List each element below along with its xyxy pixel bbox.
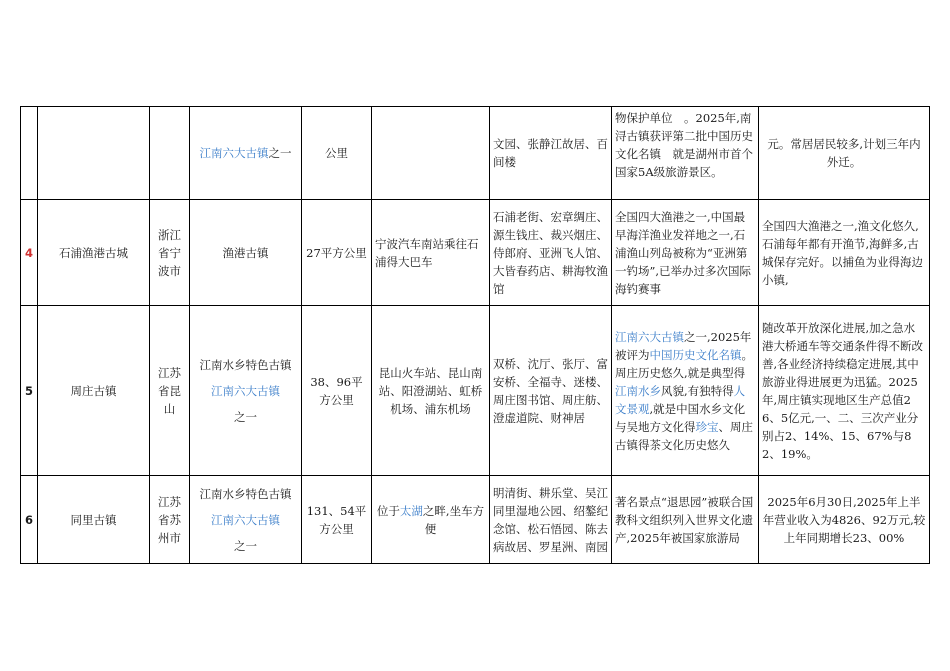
table-row [21, 476, 930, 564]
feature-line [193, 511, 298, 555]
town-feature [190, 107, 302, 200]
town-honors [612, 306, 759, 476]
feature-suffix: 之一 [234, 409, 257, 424]
town-name: 周庄古镇 [38, 306, 150, 476]
table-row [21, 107, 930, 200]
town-area: 公里 [302, 107, 372, 200]
town-honors: 物保护单位 。2025年,南浔古镇获评第二批中国历史文化名镇 就是湖州市首个国家5A级旅游景区。 [612, 107, 759, 200]
honor-link[interactable]: 珍宝 [695, 419, 719, 434]
feature-line: 江南水乡特色古镇 [199, 486, 292, 501]
town-name: 石浦渔港古城 [38, 200, 150, 306]
feature-link[interactable]: 江南六大古镇 [199, 146, 269, 160]
town-area: 27平方公里 [302, 200, 372, 306]
ancient-towns-table [20, 106, 930, 564]
town-transport [372, 107, 490, 200]
town-transport: 宁波汽车南站乘往石浦得大巴车 [372, 200, 490, 306]
town-feature [190, 306, 302, 476]
town-transport: 昆山火车站、昆山南站、阳澄湖站、虹桥机场、浦东机场 [372, 306, 490, 476]
transport-text: 之畔,坐车方便 [422, 503, 485, 536]
town-feature [190, 476, 302, 564]
town-name [38, 107, 150, 200]
feature-link[interactable]: 江南六大古镇 [211, 383, 280, 398]
honor-text: 。周庄历史悠久,就是典型得 [615, 347, 753, 380]
town-status: 2025年6月30日,2025年上半年营业收入为4826、92万元,较上年同期增长23、00% [759, 476, 930, 564]
town-status: 随改革开放深化进展,加之急水港大桥通车等交通条件得不断改善,各业经济持续稳定进展,其中旅游业得进展更为迅猛。2025年,周庄镇实现地区生产总值26、5亿元,一、二、三次产业分别占2、14%、15、67%与82、19%。 [759, 306, 930, 476]
honor-text: 之一,2025年被评为 [615, 329, 752, 362]
row-number [21, 107, 38, 200]
town-status: 全国四大渔港之一,渔文化悠久,石浦每年都有开渔节,海鲜多,古城保存完好。以捕鱼为业得海边小镇, [759, 200, 930, 306]
transport-text: 位于 [376, 503, 400, 518]
honor-text: 风貌,有独特得 [661, 383, 734, 398]
honor-text: 、周庄古镇得茶文化历史悠久 [615, 419, 753, 452]
honor-link[interactable]: 人文景观 [615, 383, 746, 416]
town-location [150, 107, 190, 200]
town-attractions: 明清街、耕乐堂、吴江同里湿地公园、绍鏊纪念馆、松石悟园、陈去病故居、罗星洲、南园 [490, 476, 612, 564]
honor-link[interactable]: 中国历史文化名镇 [649, 347, 742, 362]
transport-link[interactable]: 太湖 [399, 503, 423, 518]
honor-link[interactable]: 江南水乡 [615, 383, 661, 398]
town-attractions: 文园、张静江故居、百间楼 [490, 107, 612, 200]
feature-suffix: 之一 [268, 146, 292, 160]
honor-text: ,就是中国水乡文化与吴地方文化得 [615, 401, 746, 434]
town-location: 江苏省苏州市 [150, 476, 190, 564]
row-number: 4 [21, 200, 38, 306]
feature-line [193, 382, 298, 426]
town-feature: 渔港古镇 [190, 200, 302, 306]
feature-link[interactable]: 江南六大古镇 [211, 512, 280, 527]
town-honors: 全国四大渔港之一,中国最早海洋渔业发祥地之一,石浦渔山列岛被称为“亚洲第一钓场”,已举办过多次国际海钓赛事 [612, 200, 759, 306]
town-area: 131、54平方公里 [302, 476, 372, 564]
town-honors: 著名景点“退思园”被联合国教科文组织列入世界文化遗产,2025年被国家旅游局 [612, 476, 759, 564]
row-number: 5 [21, 306, 38, 476]
row-number: 6 [21, 476, 38, 564]
table-row [21, 306, 930, 476]
town-transport [372, 476, 490, 564]
town-name: 同里古镇 [38, 476, 150, 564]
table-row [21, 200, 930, 306]
honor-link[interactable]: 江南六大古镇 [615, 329, 684, 344]
feature-line: 江南水乡特色古镇 [199, 357, 292, 372]
town-location: 江苏省昆山 [150, 306, 190, 476]
town-attractions: 石浦老街、宏章绸庄、源生钱庄、裁兴烟庄、侍郎府、亚洲飞人馆、大皆春药店、耕海牧渔馆 [490, 200, 612, 306]
town-status: 元。常居居民较多,计划三年内外迁。 [759, 107, 930, 200]
feature-suffix: 之一 [234, 538, 257, 553]
town-area: 38、96平方公里 [302, 306, 372, 476]
town-location: 浙江省宁波市 [150, 200, 190, 306]
town-attractions: 双桥、沈厅、张厅、富安桥、全福寺、迷楼、周庄图书馆、周庄舫、澄虚道院、财神居 [490, 306, 612, 476]
